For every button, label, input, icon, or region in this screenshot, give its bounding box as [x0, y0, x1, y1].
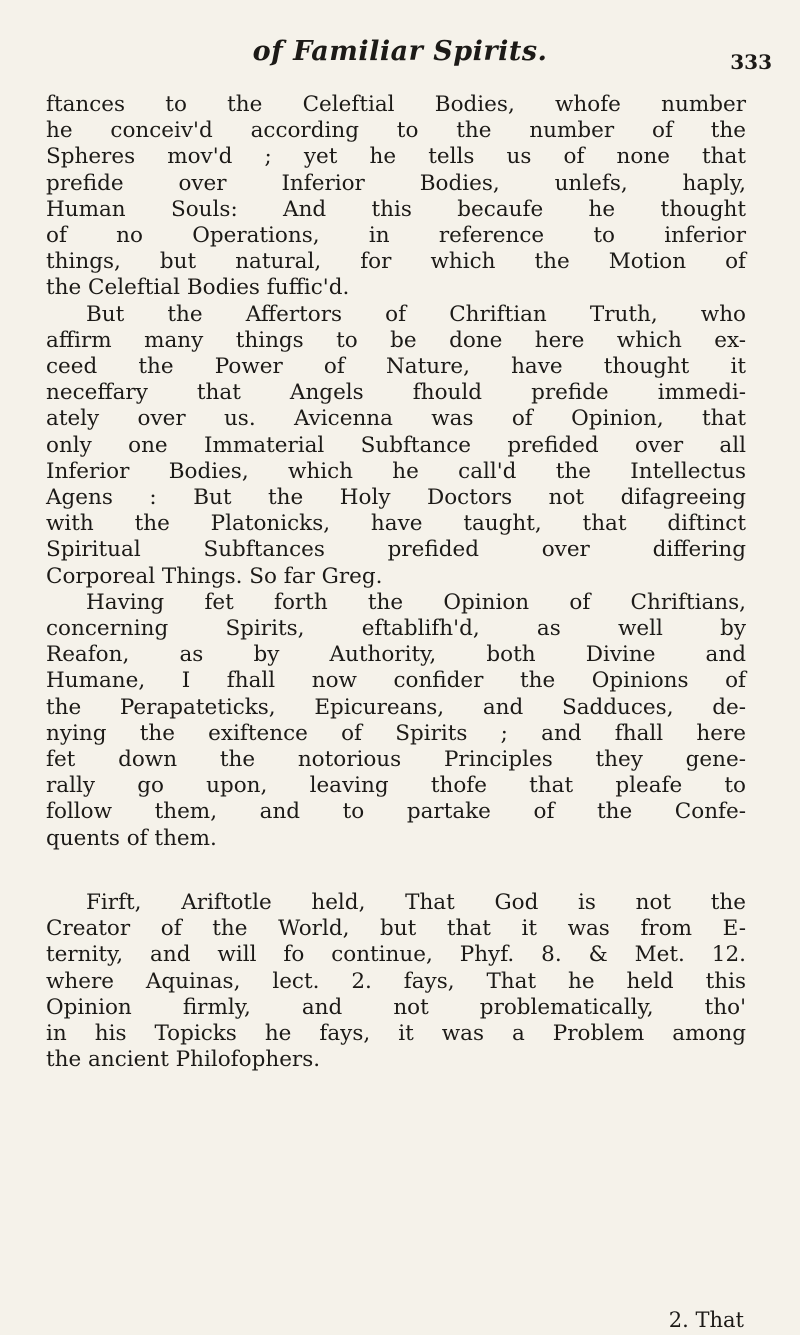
paragraph-3: [46, 590, 746, 852]
text-line: follow them, and to partake of the Confe-: [46, 799, 746, 825]
text-line: Human Souls: And this becaufe he thought: [46, 196, 746, 222]
paragraph-1: [46, 92, 746, 302]
text-line: prefide over Inferior Bodies, unlefs, haply,: [46, 170, 746, 196]
text-line: fet down the notorious Principles they gene-: [46, 747, 746, 773]
text-line: Inferior Bodies, which he call'd the Intellectus: [46, 458, 746, 484]
paragraph-2: [46, 302, 746, 590]
paragraph-gap: [46, 852, 746, 890]
text-line: things, but natural, for which the Motion of: [46, 249, 746, 275]
text-line: Corporeal Things. So far Greg.: [46, 563, 383, 589]
text-line: But the Affertors of Chriftian Truth, who: [86, 301, 746, 327]
text-line: quents of them.: [46, 825, 217, 851]
paragraph-4: [46, 890, 746, 1073]
text-line: the ancient Philofophers.: [46, 1047, 321, 1073]
body-text: [46, 92, 746, 1073]
running-head: of Familiar Spirits.: [252, 36, 548, 67]
text-line: neceffary that Angels fhould prefide immedi-: [46, 380, 746, 406]
text-line: ceed the Power of Nature, have thought it: [46, 354, 746, 380]
text-line: where Aquinas, lect. 2. fays, That he held this: [46, 968, 746, 994]
text-line: the Celeftial Bodies fuffic'd.: [46, 275, 350, 301]
text-line: of no Operations, in reference to inferior: [46, 223, 746, 249]
text-line: in his Topicks he fays, it was a Problem among: [46, 1020, 746, 1046]
text-line: Spheres mov'd ; yet he tells us of none that: [46, 144, 746, 170]
text-line: ternity, and will fo continue, Phyf. 8. & Met. 12.: [46, 942, 746, 968]
text-line: Opinion firmly, and not problematically, tho': [46, 994, 746, 1020]
text-line: Humane, I fhall now confider the Opinions of: [46, 668, 746, 694]
text-line: Reafon, as by Authority, both Divine and: [46, 642, 746, 668]
text-line: he conceiv'd according to the number of the: [46, 118, 746, 144]
text-line: concerning Spirits, eftablifh'd, as well by: [46, 616, 746, 642]
text-line: Firft, Ariftotle held, That God is not the: [86, 889, 746, 915]
text-line: nying the exiftence of Spirits ; and fhall here: [46, 720, 746, 746]
text-line: ately over us. Avicenna was of Opinion, that: [46, 406, 746, 432]
text-line: ftances to the Celeftial Bodies, whofe number: [46, 92, 746, 117]
text-line: only one Immaterial Subftance prefided over all: [46, 432, 746, 458]
text-line: affirm many things to be done here which ex-: [46, 327, 746, 353]
text-line: the Perapateticks, Epicureans, and Sadduces, de-: [46, 694, 746, 720]
text-line: rally go upon, leaving thofe that pleafe to: [46, 773, 746, 799]
text-line: with the Platonicks, have taught, that diftinct: [46, 511, 746, 537]
catchword: 2. That: [668, 1308, 744, 1332]
page-number: 333: [730, 50, 772, 74]
text-line: Agens : But the Holy Doctors not difagreeing: [46, 485, 746, 511]
text-line: Having fet forth the Opinion of Chriftians,: [86, 589, 746, 615]
text-line: Spiritual Subftances prefided over differing: [46, 537, 746, 563]
text-line: Creator of the World, but that it was from E-: [46, 916, 746, 942]
